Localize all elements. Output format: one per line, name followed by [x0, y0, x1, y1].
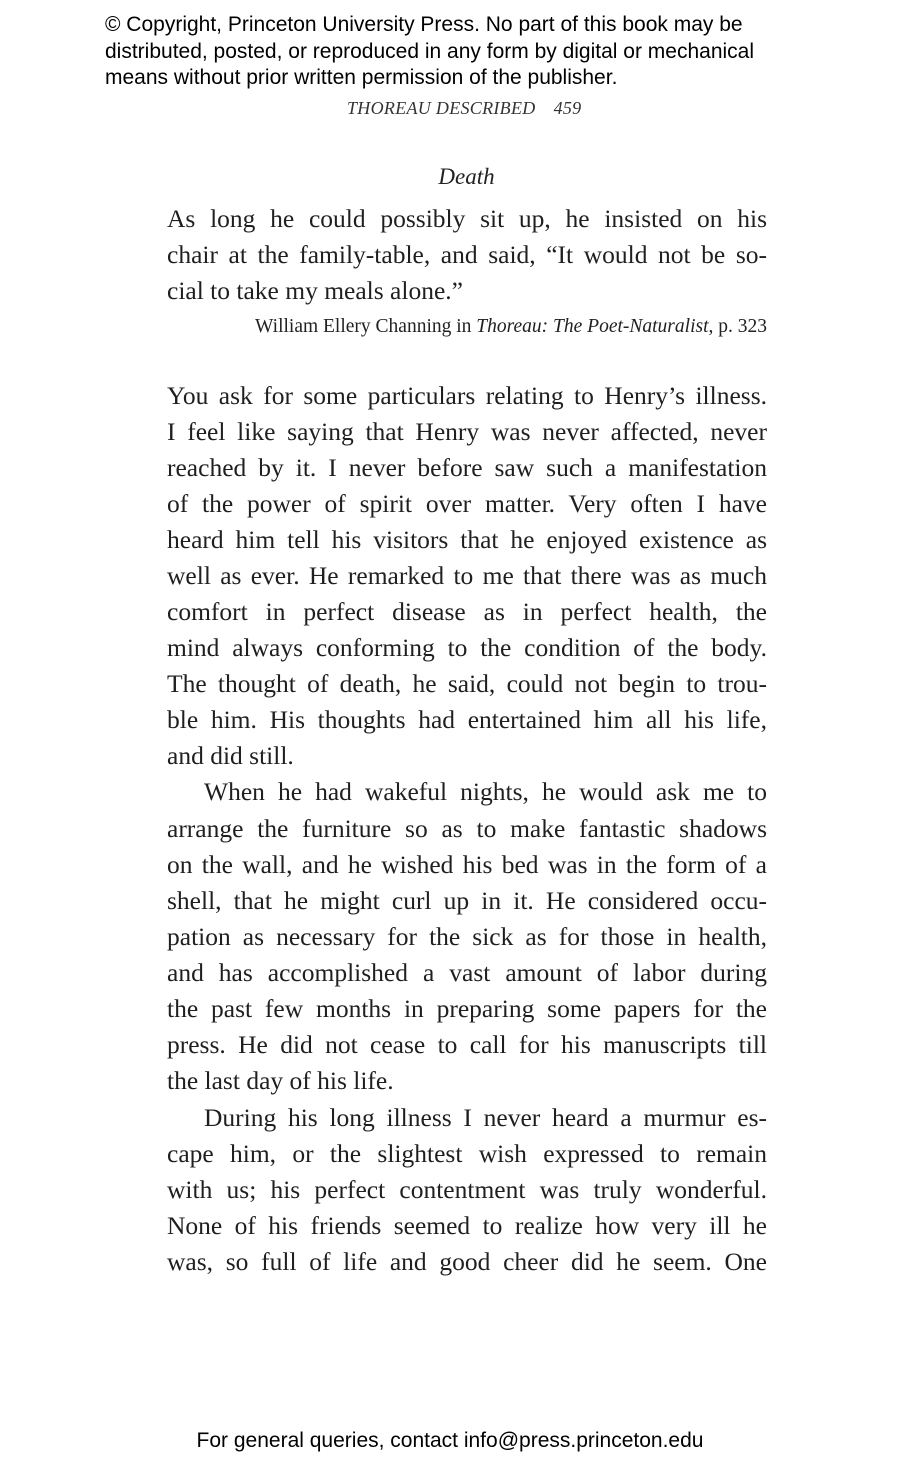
paragraph-line: press. He did not cease to call for his manuscripts till: [167, 1030, 767, 1059]
paragraph-line: well as ever. He remarked to me that there was as much: [167, 561, 767, 590]
attribution-work: Thoreau: The Poet-Naturalist: [476, 316, 709, 337]
copyright-line: distributed, posted, or reproduced in any form by digital or mechanical: [105, 39, 755, 63]
paragraph-line: When he had wakeful nights, he would ask me to: [204, 777, 767, 806]
paragraph-line: pation as necessary for the sick as for those in health,: [167, 922, 767, 951]
paragraph-line: The thought of death, he said, could not begin to trou-: [167, 669, 767, 698]
paragraph-line: the last day of his life.: [167, 1066, 394, 1095]
epigraph-line: cial to take my meals alone.”: [167, 276, 463, 305]
copyright-line: © Copyright, Princeton University Press. No part of this book may be: [105, 13, 743, 36]
paragraph-line: ble him. His thoughts had entertained him all his life,: [167, 705, 767, 734]
footer-contact: For general queries, contact info@press.princeton.edu: [196, 1429, 704, 1452]
paragraph-line: You ask for some particulars relating to Henry’s illness.: [167, 381, 767, 410]
running-head: [347, 98, 581, 119]
epigraph-attribution: [204, 316, 767, 338]
paragraph-line: and did still.: [167, 741, 294, 770]
paragraph-line: comfort in perfect disease as in perfect health, the: [167, 597, 767, 626]
paragraph-line: cape him, or the slightest wish expressed to remain: [167, 1139, 767, 1168]
paragraph-line: reached by it. I never before saw such a manifestation: [167, 453, 767, 482]
paragraph-line: the past few months in preparing some papers for the: [167, 994, 767, 1023]
copyright-notice: [105, 12, 885, 92]
paragraph-line: I feel like saying that Henry was never affected, never: [167, 417, 767, 446]
attribution-author: William Ellery Channing in: [255, 316, 477, 337]
copyright-line: means without prior written permission of the publisher.: [105, 66, 618, 89]
paragraph-line: arrange the furniture so as to make fantastic shadows: [167, 814, 767, 843]
epigraph-line: chair at the family-table, and said, “It would not be so-: [167, 240, 767, 269]
paragraph-line: of the power of spirit over matter. Very often I have: [167, 489, 767, 518]
paragraph-line: with us; his perfect contentment was truly wonderful.: [167, 1175, 767, 1204]
paragraph-line: heard him tell his visitors that he enjoyed existence as: [167, 525, 767, 554]
paragraph-line: was, so full of life and good cheer did he seem. One: [167, 1247, 767, 1276]
paragraph-line: None of his friends seemed to realize how very ill he: [167, 1211, 767, 1240]
paragraph-line: During his long illness I never heard a murmur es-: [204, 1103, 767, 1132]
attribution-page: , p. 323: [708, 316, 767, 337]
running-head-title: THOREAU DESCRIBED: [347, 98, 536, 118]
paragraph-line: on the wall, and he wished his bed was in the form of a: [167, 850, 767, 879]
epigraph-line: As long he could possibly sit up, he insisted on his: [167, 204, 767, 233]
page-number: 459: [553, 98, 582, 118]
paragraph-line: and has accomplished a vast amount of labor during: [167, 958, 767, 987]
paragraph-line: shell, that he might curl up in it. He considered occu-: [167, 886, 767, 915]
section-title: Death: [438, 164, 495, 189]
paragraph-line: mind always conforming to the condition of the body.: [167, 633, 767, 662]
